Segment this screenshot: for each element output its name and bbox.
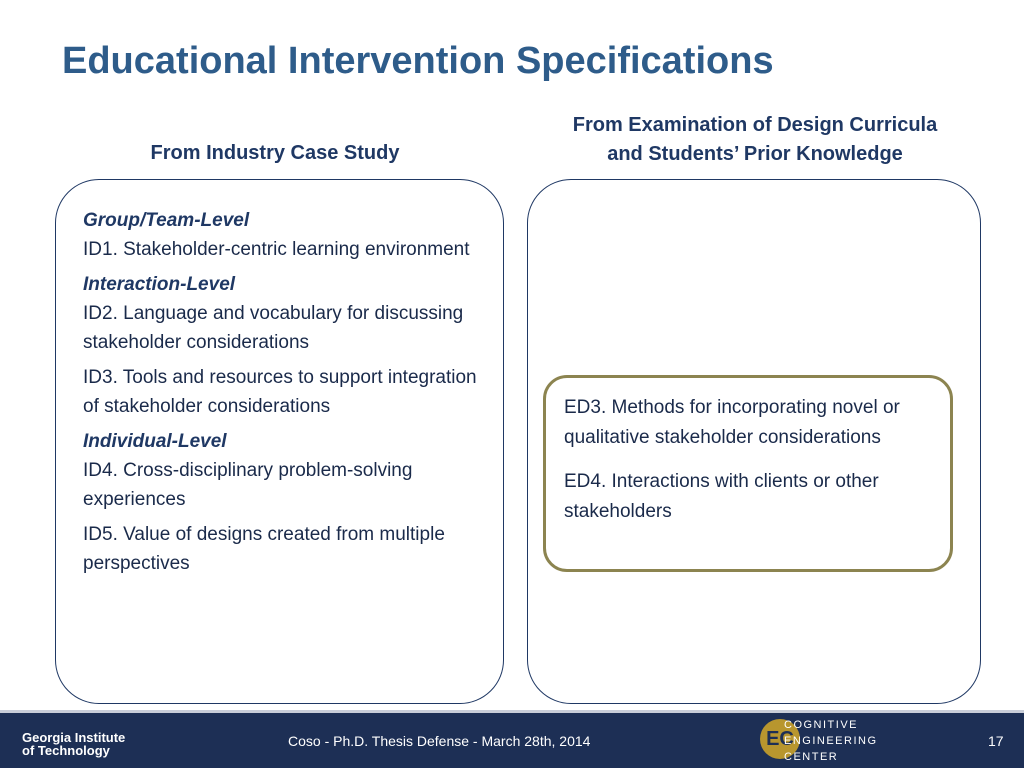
right-heading-line2: and Students’ Prior Knowledge [607,143,903,165]
cec-line2: ENGINEERING [784,735,878,747]
list-item: ID3. Tools and resources to support integration of stakeholder considerations [83,367,477,417]
slide-title: Educational Intervention Specifications [62,40,774,82]
level-heading: Group/Team-Level [83,210,250,231]
footer [0,710,1024,768]
footer-caption: Coso - Ph.D. Thesis Defense - March 28th, 2014 [288,733,591,749]
right-heading [530,111,980,169]
list-item: ID1. Stakeholder-centric learning environment [83,239,470,260]
georgia-tech-logo [22,731,125,757]
list-item: ID2. Language and vocabulary for discussing stakeholder considerations [83,303,464,353]
industry-list [83,206,483,584]
list-item: ED4. Interactions with clients or other stakeholders [564,471,879,522]
cec-logo-icon: EC [760,719,800,759]
gt-line1: Georgia Institute [22,730,126,745]
list-item: ED3. Methods for incorporating novel or qualitative stakeholder considerations [564,397,900,448]
list-item: ID4. Cross-disciplinary problem-solving experiences [83,460,413,510]
left-heading: From Industry Case Study [150,142,400,164]
page-number: 17 [988,733,1004,749]
ed-callout [543,375,953,572]
level-heading: Interaction-Level [83,274,236,295]
cec-line1: COGNITIVE [784,719,859,731]
cec-name [784,717,878,765]
cec-line3: CENTER [784,751,839,763]
gt-line2: of Technology [22,743,110,758]
right-heading-line1: From Examination of Design Curricula [572,114,938,136]
level-heading: Individual-Level [83,431,227,452]
list-item: ID5. Value of designs created from multiple perspectives [83,524,445,574]
